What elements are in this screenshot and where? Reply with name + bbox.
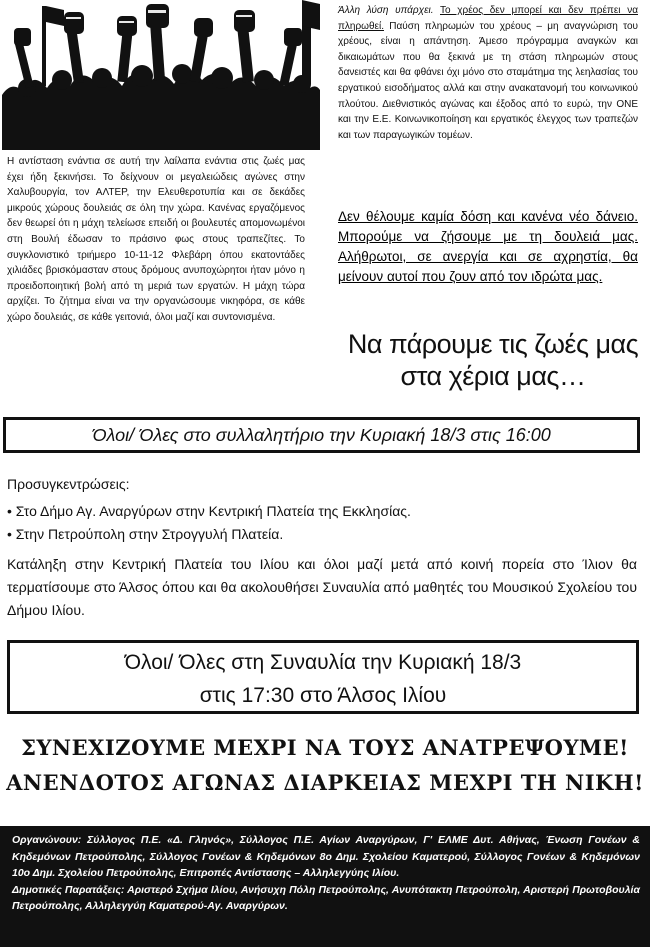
rally-box [3,417,640,453]
demand-paragraph: Δεν θέλουμε καμία δόση και κανένα νέο δάνειο. Μπορούμε να ζήσουμε με τη δουλειά μας. Αλήθρωτοι, σε ανεργία και σε αχρηστία, θα μείνουν αυτοί που ζουν από τον ιδρώτα μας. [338,209,638,284]
gatherings-title: Προσυγκεντρώσεις: [7,476,130,492]
slogan-line-2: στα χέρια μας… [400,361,586,391]
left-column-paragraph: Η αντίσταση ενάντια σε αυτή την λαίλαπα ενάντια στις ζωές μας έχει ήδη ξεκινήσει. Το δείχνουν οι μεγαλειώδεις αγώνες στην Χαλυβουργία, τον ΑΛΤΕΡ, την Ελευθεροτυπία και σε δεκάδες μικρούς χώρους δουλειάς σε όλη την χώρα. Κανένας εργαζόμενος δεν θεωρεί ότι η μάχη τελείωσε επειδή οι βουλευτές απομονωμένοι στη Βουλή έδωσαν το πράσινο φως στους τραπεζίτες. Το συγκλονιστικό τριήμερο 10-11-12 Φλεβάρη όπου εκατοντάδες χιλιάδες βρισκόμασταν στους δρόμους ανυποχώρητοι ήταν μόνο η προειδοποιητική βολή από τη μεριά των εργατών. Η μάχη τώρα αρχίζει. Το ζήτημα είναι να την οργανώσουμε νικηφόρα, σε κάθε χώρο δουλειάς, σε κάθε γειτονιά, όλοι μαζί και συντονισμένα. [7,156,305,323]
concert-line-2: στις 17:30 στο Άλσος Ιλίου [199,684,447,707]
factions-text: Δημοτικές Παρατάξεις: Αριστερό Σχήμα Ιλίου, Ανήσυχη Πόλη Πετρούπολης, Ανυπότακτη Πετρούπολη, Αριστερή Πρωτοβουλία Πετρούπολης, Αλληλεγγύη Καματερού-Αγ. Αναργύρων. [12,883,640,912]
intro-rest: Παύση πληρωμών του χρέους – μη αναγνώριση του χρέους, είναι η απάντηση. Άμεσο πρόγραμμα αναγκών και δικαιωμάτων που θα ξεκινά με τη στάση πληρωμών στους δανειστές και θα φθάνει όχι μόνο στο σταμάτημα της λεηλασίας του εργατικού εισοδήματος αλλά και στην ανακατανομή του κοινωνικού πλούτου. Διεθνιστικός αγώνας και έξοδος από το ευρώ, την ΟΝΕ και την Ε.Ε. Κοινωνικοποίηση και εργατικός έλεγχος των τραπεζών και των παραγωγικών τομέων. [338,20,638,141]
slogan-line-1: Να πάρουμε τις ζωές μας [347,329,639,359]
list-item: • Στο Δήμο Αγ. Αναργύρων στην Κεντρική Πλατεία της Εκκλησίας. [7,500,637,523]
rally-text: Όλοι/ Όλες στο συλλαλητήριο την Κυριακή 18/3 στις 16:00 [92,425,551,445]
list-item: • Στην Πετρούπολη στην Στρογγυλή Πλατεία. [7,523,637,546]
organizers-footer [0,826,650,947]
gatherings-list [7,500,637,546]
protest-crowd-illustration [2,0,320,150]
slogan [338,328,648,392]
headline-line-2: ΑΝΕΝΔΟΤΟΣ ΑΓΩΝΑΣ ΔΙΑΡΚΕΙΑΣ ΜΕΧΡΙ ΤΗ ΝΙΚΗ! [6,770,644,795]
march-route-paragraph: Κατάληξη στην Κεντρική Πλατεία του Ιλίου και όλοι μαζί μετά από κοινή πορεία στο Ίλιον θα τερματίσουμε στο Άλσος όπου και θα ακολουθήσει Συναυλία από μαθητές του Μουσικού Σχολείου του Δήμου Ιλίου. [7,556,637,618]
debt-statement: Το χρέος δεν μπορεί και δεν πρέπει να πληρωθεί. [338,5,638,32]
right-column-paragraph [338,3,638,143]
headline-line-1: ΣΥΝΕΧΙΖΟΥΜΕ ΜΕΧΡΙ ΝΑ ΤΟΥΣ ΑΝΑΤΡΕΨΟΥΜΕ! [21,735,629,760]
organizers-text: Οργανώνουν: Σύλλογος Π.Ε. «Δ. Γληνός», Σύλλογος Π.Ε. Αγίων Αναργύρων, Γ' ΕΛΜΕ Δυτ. Αθήνας, Ένωση Γονέων & Κηδεμόνων Πετρούπολης, Σύλλογος Γονέων & Κηδεμόνων 8ο Δημ. Σχολείου Καματερού, Σύλλογος Γονέων & Κηδεμόνων 10ο Δημ. Σχολείου Πετρούπολης, Επιτροπές Αντίστασης – Αλληλεγγύης Ιλίου. [12,834,640,879]
concert-line-1: Όλοι/ Όλες στη Συναυλία την Κυριακή 18/3 [124,651,522,674]
intro-italic: Άλλη λύση υπάρχει. [338,5,434,16]
concert-box [7,640,639,714]
